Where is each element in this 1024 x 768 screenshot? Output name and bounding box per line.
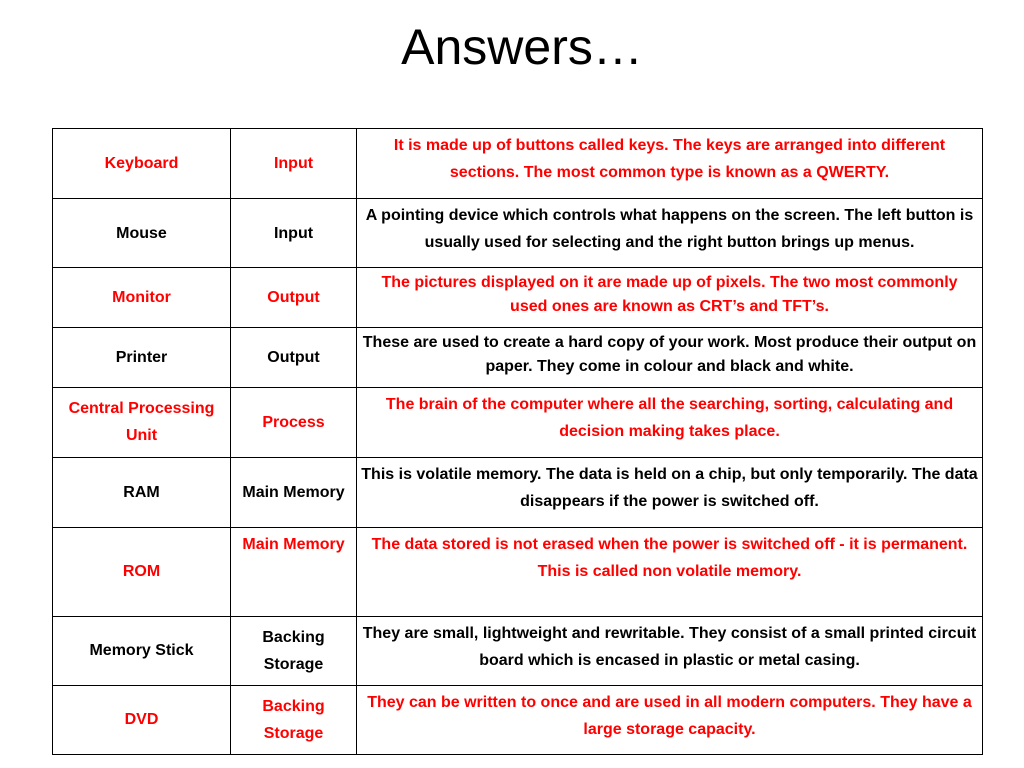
table-row (53, 457, 983, 527)
description-cell: This is volatile memory. The data is held on a chip, but only temporarily. The data disappears if the power is switched off. (357, 457, 983, 527)
category-cell: Backing Storage (231, 685, 357, 754)
description-cell: The data stored is not erased when the power is switched off - it is permanent. This is called non volatile memory. (357, 527, 983, 616)
table-row (53, 527, 983, 616)
category-cell: Output (231, 268, 357, 328)
device-cell: ROM (53, 527, 231, 616)
table-row (53, 685, 983, 754)
category-cell: Input (231, 199, 357, 268)
description-cell: They are small, lightweight and rewritable. They consist of a small printed circuit board which is encased in plastic or metal casing. (357, 616, 983, 685)
description-cell: They can be written to once and are used in all modern computers. They have a large storage capacity. (357, 685, 983, 754)
table-row (53, 129, 983, 199)
table-row (53, 328, 983, 388)
device-cell: Mouse (53, 199, 231, 268)
table-row (53, 616, 983, 685)
device-cell: Printer (53, 328, 231, 388)
description-cell: The brain of the computer where all the searching, sorting, calculating and decision making takes place. (357, 388, 983, 457)
page-title: Answers… (401, 19, 643, 75)
description-cell: A pointing device which controls what happens on the screen. The left button is usually used for selecting and the right button brings up menus. (357, 199, 983, 268)
description-cell: These are used to create a hard copy of your work. Most produce their output on paper. They come in colour and black and white. (357, 328, 983, 388)
category-cell: Process (231, 388, 357, 457)
table-row (53, 268, 983, 328)
device-cell: Central Processing Unit (53, 388, 231, 457)
device-cell: RAM (53, 457, 231, 527)
category-cell: Output (231, 328, 357, 388)
device-cell: Memory Stick (53, 616, 231, 685)
category-cell: Backing Storage (231, 616, 357, 685)
description-cell: It is made up of buttons called keys. The keys are arranged into different sections. The most common type is known as a QWERTY. (357, 129, 983, 199)
category-cell: Main Memory (231, 457, 357, 527)
device-cell: Monitor (53, 268, 231, 328)
device-cell: Keyboard (53, 129, 231, 199)
table-row (53, 388, 983, 457)
category-cell: Input (231, 129, 357, 199)
device-cell: DVD (53, 685, 231, 754)
category-cell: Main Memory (231, 527, 357, 616)
table-row (53, 199, 983, 268)
answers-table (52, 128, 983, 755)
description-cell: The pictures displayed on it are made up of pixels. The two most commonly used ones are known as CRT’s and TFT’s. (357, 268, 983, 328)
